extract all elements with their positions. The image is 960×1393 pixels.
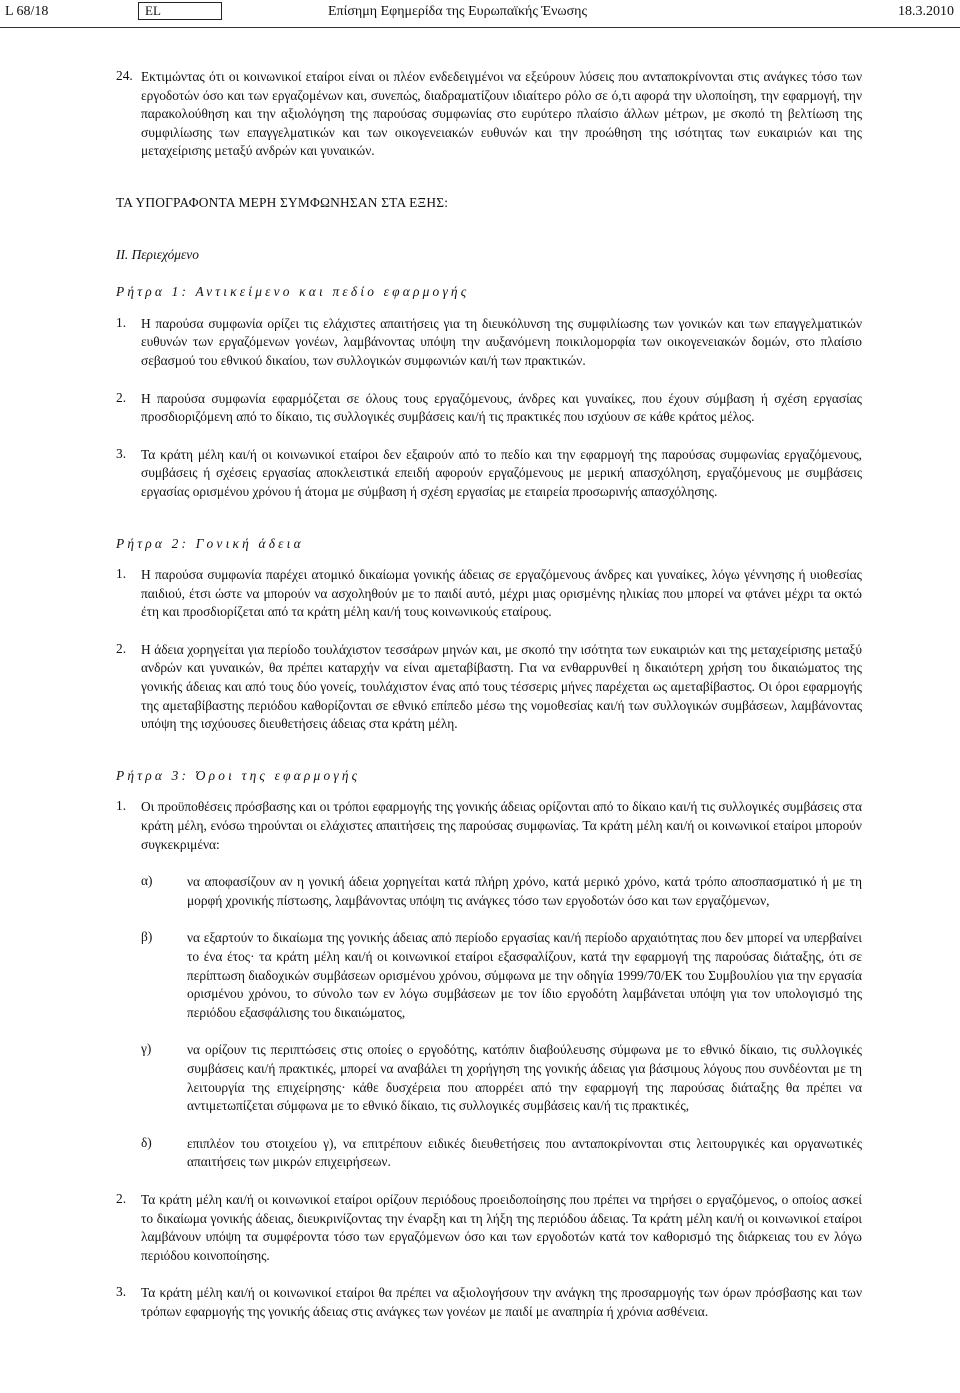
language-badge: EL <box>138 2 222 20</box>
publication-date: 18.3.2010 <box>898 4 954 19</box>
subitem-text: επιπλέον του στοιχείου γ), να επιτρέπουν ειδικές διευθετήσεις που ανταποκρίνονται στις λειτουργικές και οργανωτικές απαιτήσεις των μικρών επιχειρήσεων. <box>187 1135 862 1170</box>
clause-3-item-3 <box>116 1284 862 1321</box>
clause-2-item-2 <box>116 641 862 734</box>
item-text: Τα κράτη μέλη και/ή οι κοινωνικοί εταίροι ορίζουν περιόδους προειδοποίησης που πρέπει να τηρήσει ο εργαζόμενος, ο οποίος ασκεί το δικαίωμα γονικής άδειας, διευκρινίζοντας την έναρξη και τη λήξη της περιόδου άδειας. Τα κράτη μέλη και/ή οι κοινωνικοί εταίροι λαμβάνουν υπόψη τα συμφέροντα τόσο των εργαζόμενων όσο και των εργοδοτών κατά τον καθορισμό της διάρκειας του εν λόγω περιόδου κοινοποίησης. <box>141 1191 862 1263</box>
journal-title: Επίσημη Εφημερίδα της Ευρωπαϊκής Ένωσης <box>328 4 588 19</box>
recital-number: 24. <box>116 68 133 83</box>
subitem-label: δ) <box>141 1134 152 1150</box>
item-number: 3. <box>116 1284 127 1300</box>
item-text: Οι προϋποθέσεις πρόσβασης και οι τρόποι εφαρμογής της γονικής άδειας ορίζονται από το δίκαιο και/ή τις συλλογικές συμβάσεις στα κράτη μέλη, ενόσω τηρούνται οι ελάχιστες απαιτήσεις της παρούσας συμφωνίας. Τα κράτη μέλη και/ή οι κοινωνικοί εταίροι μπορούν συγκεκριμένα: <box>141 799 863 852</box>
item-number: 3. <box>116 445 127 461</box>
section-heading: II. Περιεχόμενο <box>116 246 199 262</box>
clause-3-subitem-a <box>141 873 862 910</box>
clause-1-item-3 <box>116 446 862 502</box>
subitem-text: να ορίζουν τις περιπτώσεις στις οποίες ο εργοδότης, κατόπιν διαβούλευσης σύμφωνα με το εθνικό δίκαιο, τις συλλογικές συμβάσεις και/ή πρακτικές, μπορεί να αναβάλει τη χορήγηση της γονικής άδειας για βάσιμους λόγους που συνδέονται με τη λειτουργία της επιχείρησης· κάθε δυσχέρεια που απορρέει από την εφαρμογή της παρούσας διάταξης θα πρέπει να αντιμετωπίζεται σύμφωνα με το εθνικό δίκαιο, τις συλλογικές συμβάσεις και/ή τις πρακτικές, <box>187 1042 862 1114</box>
item-text: Η άδεια χορηγείται για περίοδο τουλάχιστον τεσσάρων μηνών και, με σκοπό την ισότητα των ευκαιριών και της μεταχείρισης μεταξύ ανδρών και γυναικών, θα πρέπει καταρχήν να είναι αμεταβίβαστη. Για να ενθαρρυνθεί η δικαιότερη χρήση του δικαιώματος της γονικής άδειας και από τους δύο γονείς, τουλάχιστον ένας από τους τέσσερις μήνες παρέχεται ως αμεταβίβαστος. Οι όροι εφαρμογής της αμεταβίβαστης περιόδου καθορίζονται σε εθνικό επίπεδο μέσω της νομοθεσίας και/ή των συλλογικών συμβάσεων, λαμβάνοντας υπόψη της ισχύουσες διευθετήσεις άδειας στα κράτη μέλη. <box>141 641 862 732</box>
clause-3-subitem-d <box>141 1135 862 1172</box>
item-text: Η παρούσα συμφωνία εφαρμόζεται σε όλους τους εργαζόμενους, άνδρες και γυναίκες, που έχουν σύμβαση ή σχέση εργασίας προσδιοριζόμενη από το δίκαιο, τις συλλογικές συμβάσεις και/ή τις πρακτικές που ισχύουν σε κάθε κράτος μέλος. <box>141 390 862 425</box>
item-number: 2. <box>116 640 127 656</box>
item-text: Η παρούσα συμφωνία ορίζει τις ελάχιστες απαιτήσεις για τη διευκόλυνση της συμφιλίωσης των γονικών και των επαγγελματικών ευθυνών των εργαζόμενων γονέων, λαμβάνοντας υπόψη την αυξανόμενη ποικιλομορφία των οικογενειακών δομών, στο πλαίσιο σεβασμού του εθνικού δικαίου, των συλλογικών συμφωνιών και/ή των πρακτικών. <box>141 315 862 368</box>
recital-text: Εκτιμώντας ότι οι κοινωνικοί εταίροι είναι οι πλέον ενδεδειγμένοι να εξεύρουν λύσεις που ανταποκρίνονται στις ανάγκες τόσο των εργοδοτών όσο και των εργαζομένων και, συνεπώς, διαδραματίζουν ιδιαίτερο ρόλο σε ό,τι αφορά την υλοποίηση, την εφαρμογή, την παρακολούθηση και την αξιολόγηση της παρούσας συμφωνίας στο ευρύτερο πλαίσιο άλλων μέτρων, με σκοπό τη βελτίωση της συμφιλίωσης των επαγγελματικών και των οικογενειακών ευθυνών και την προώθηση της ισότητας των ευκαιριών και της μεταχείρισης μεταξύ ανδρών και γυναικών. <box>141 69 862 159</box>
clause-3-subitem-c <box>141 1041 862 1115</box>
agreed-heading: ΤΑ ΥΠΟΓΡΑΦΟΝΤΑ ΜΕΡΗ ΣΥΜΦΩΝΗΣΑΝ ΣΤΑ ΕΞΗΣ: <box>116 194 449 210</box>
clause-1-title: Ρήτρα 1: Αντικείμενο και πεδίο εφαρμογής <box>116 284 470 300</box>
clause-3-item-1 <box>116 798 862 854</box>
item-text: Τα κράτη μέλη και/ή οι κοινωνικοί εταίροι δεν εξαιρούν από το πεδίο και την εφαρμογή της παρούσας συμφωνίας εργαζόμενους, συμβάσεις ή σχέσεις εργασίας αποκλειστικά επειδή αφορούν εργαζόμενους με μερική απασχόληση, εργαζόμενους με συμβάσεις εργασίας ορισμένου χρόνου ή άτομα με σύμβαση ή σχέση εργασίας με εταιρεία προσωρινής απασχόλησης. <box>141 446 862 499</box>
document-body <box>116 68 862 1322</box>
clause-3-title: Ρήτρα 3: Όροι της εφαρμογής <box>116 767 361 783</box>
item-number: 2. <box>116 1190 127 1206</box>
item-text: Η παρούσα συμφωνία παρέχει ατομικό δικαίωμα γονικής άδειας σε εργαζόμενους άνδρες και γυναίκες, λόγω γέννησης ή υιοθεσίας παιδιού, έτσι ώστε να μπορούν να ασχοληθούν με το παιδί αυτό, μέχρι μιας ορισμένης ηλικίας που μπορεί να φτάνει μέχρι τα οκτώ έτη και προσδιορίζεται από τα κράτη μέλη και/ή τους κοινωνικούς εταίρους. <box>141 567 862 620</box>
subitem-text: να αποφασίζουν αν η γονική άδεια χορηγείται κατά πλήρη χρόνο, κατά μερικό χρόνο, κατά τρόπο αποσπασματικό ή με τη μορφή χρονικής πίστωσης, λαμβάνοντας υπόψη τις ανάγκες τόσο των εργοδοτών όσο και των εργαζόμενων, <box>187 874 862 908</box>
subitem-label: β) <box>141 929 153 945</box>
subitem-label: γ) <box>141 1041 152 1057</box>
header-rule <box>0 27 960 28</box>
item-text: Τα κράτη μέλη και/ή οι κοινωνικοί εταίροι θα πρέπει να αξιολογήσουν την ανάγκη της προσαρμογής των όρων πρόσβασης και των τρόπων εφαρμογής της γονικής άδειας στις ανάγκες των γονέων με παιδί με αναπηρία ή χρόνια ασθένεια. <box>141 1285 862 1319</box>
recital-24 <box>116 68 862 161</box>
page-header <box>0 0 960 28</box>
page-number: L 68/18 <box>5 4 49 19</box>
clause-3-item-2 <box>116 1191 862 1265</box>
item-number: 1. <box>116 314 127 330</box>
clause-2-item-1 <box>116 566 862 622</box>
clause-1-item-1 <box>116 315 862 371</box>
subitem-text: να εξαρτούν το δικαίωμα της γονικής άδειας από περίοδο εργασίας και/ή περίοδο αρχαιότητας που δεν μπορεί να υπερβαίνει το ένα έτος· τα κράτη μέλη και/ή οι κοινωνικοί εταίροι εξασφαλίζουν, κατά την εφαρμογή της παρούσας διάταξης, ότι σε περίπτωση διαδοχικών συμβάσεων ορισμένου χρόνου, σύμφωνα με την οδηγία 1999/70/ΕΚ του Συμβουλίου για την εργασία ορισμένου χρόνου, το σύνολο των εν λόγω συμβάσεων με τον ίδιο εργοδότη λαμβάνεται υπόψη για τον υπολογισμό της περιόδου εξασφάλισης του δικαιώματος, <box>187 930 862 1020</box>
subitem-label: α) <box>141 873 153 889</box>
clause-1-item-2 <box>116 390 862 427</box>
item-number: 1. <box>116 798 127 814</box>
clause-2-title: Ρήτρα 2: Γονική άδεια <box>116 535 304 551</box>
clause-3-subitem-b <box>141 929 862 1022</box>
item-number: 2. <box>116 389 127 405</box>
item-number: 1. <box>116 566 127 582</box>
